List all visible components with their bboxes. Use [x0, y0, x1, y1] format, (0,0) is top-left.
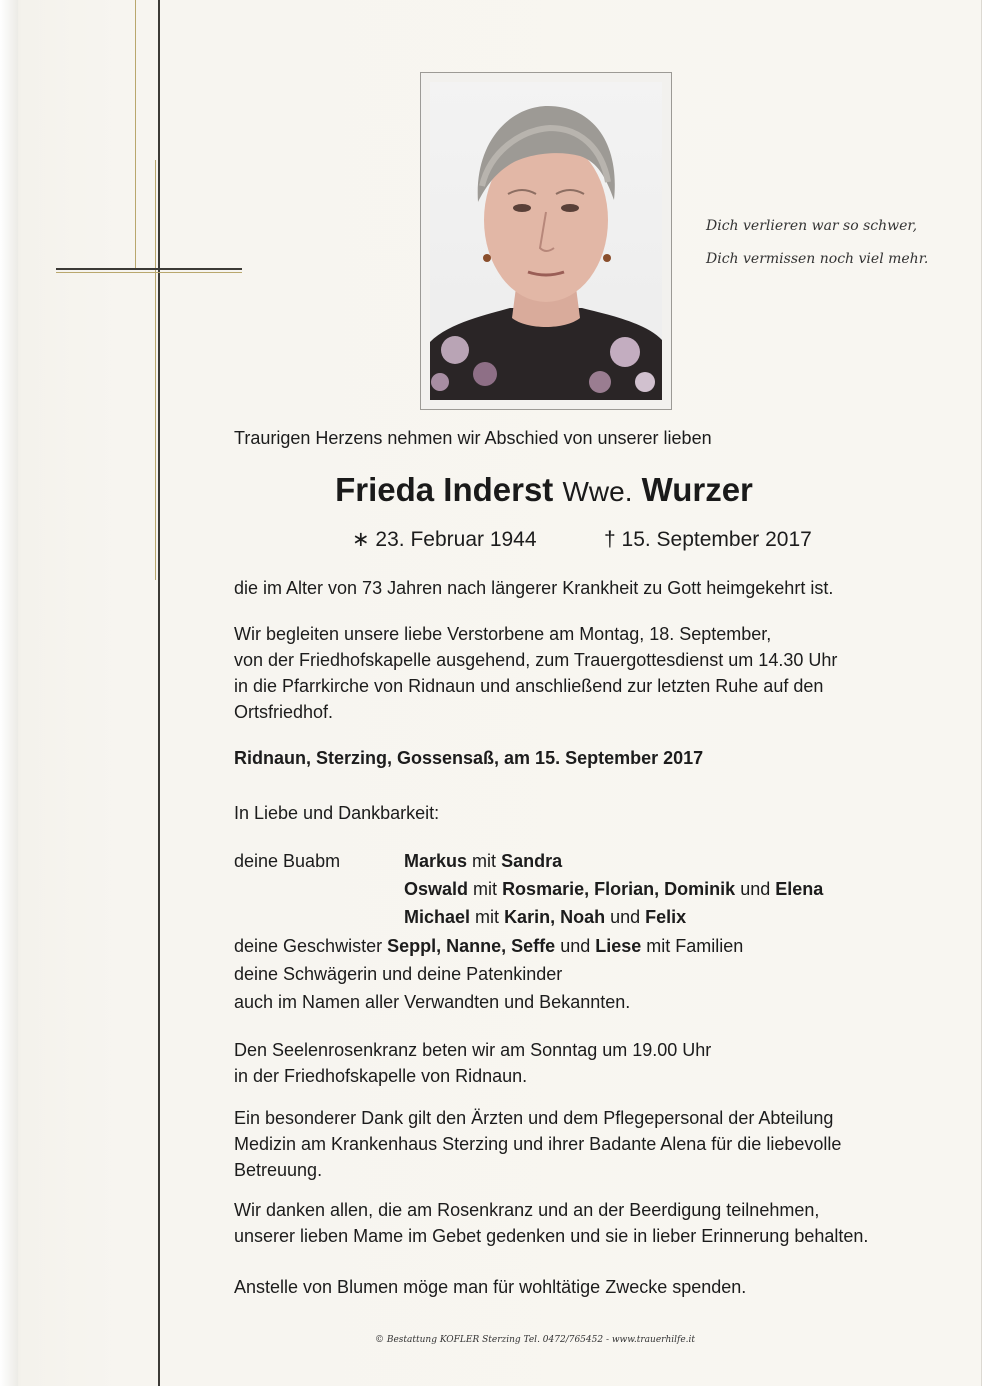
cross-vertical-line [158, 0, 160, 1386]
son-line-2 [404, 875, 823, 903]
sibling-3: Seffe [511, 936, 556, 956]
son1-mit: mit [472, 851, 497, 871]
name-first: Frieda Inderst [335, 471, 554, 508]
birth-date: ∗ 23. Februar 1944 [352, 528, 537, 551]
cross-thin-vertical-line-2 [155, 160, 156, 580]
son2-und: und [740, 879, 771, 899]
son2-partner: Rosmarie, [502, 879, 590, 899]
son2-mit: mit [473, 879, 498, 899]
son3-partner: Karin, [504, 907, 556, 927]
memorial-quote [706, 210, 966, 276]
cross-horizontal-line [56, 268, 242, 270]
funeral-line-4: Ortsfriedhof. [234, 702, 334, 722]
cross-thin-vertical-line [135, 0, 136, 270]
quote-line-2: Dich vermissen noch viel mehr. [706, 251, 929, 267]
siblings-und: und [560, 936, 591, 956]
sibling-4: Liese [595, 936, 642, 956]
thanks-line-1: Ein besonderer Dank gilt den Ärzten und dem Pflegepersonal der Abteilung [234, 1108, 834, 1128]
death-date: † 15. September 2017 [604, 528, 812, 551]
siblings-label: deine Geschwister [234, 936, 383, 956]
thanks-line-2: Medizin am Krankenhaus Sterzing und ihrer Badante Alena für die liebevolle [234, 1134, 842, 1154]
footer-credit: © Bestattung KOFLER Sterzing Tel. 0472/765452 - www.trauerhilfe.it [374, 1335, 696, 1345]
deceased-name [0, 470, 982, 512]
funeral-line-1: Wir begleiten unsere liebe Verstorbene am Montag, 18. September, [234, 624, 772, 644]
portrait-illustration [430, 82, 662, 400]
son-line-1 [404, 847, 562, 875]
son2-child2: Dominik [664, 879, 736, 899]
schwaegerin-line: deine Schwägerin und deine Patenkinder [234, 964, 563, 984]
thanks2-line-2: unserer lieben Mame im Gebet gedenken und sie in lieber Erinnerung behalten. [234, 1226, 869, 1246]
intro-text: Traurigen Herzens nehmen wir Abschied von unserer lieben [234, 428, 712, 448]
thanks2-paragraph [234, 1197, 868, 1249]
son3-child1: Noah [560, 907, 606, 927]
son3-child2: Felix [645, 907, 687, 927]
cross-thin-horizontal-line [56, 272, 242, 273]
card-edge [0, 0, 18, 1386]
rosary-line-1: Den Seelenrosenkranz beten wir am Sonntag um 19.00 Uhr [234, 1040, 712, 1060]
name-middle: Wwe. [562, 476, 633, 507]
place-date: Ridnaun, Sterzing, Gossensaß, am 15. September 2017 [234, 748, 704, 768]
flowers-text: Anstelle von Blumen möge man für wohltätige Zwecke spenden. [234, 1277, 747, 1297]
son1-name: Markus [404, 851, 468, 871]
rosary-paragraph [234, 1037, 711, 1089]
rosary-line-2: in der Friedhofskapelle von Ridnaun. [234, 1066, 528, 1086]
relatives-line: auch im Namen aller Verwandten und Bekannten. [234, 992, 631, 1012]
quote-line-1: Dich verlieren war so schwer, [706, 218, 918, 234]
portrait-frame [420, 72, 672, 410]
son3-name: Michael [404, 907, 471, 927]
thanks-line-3: Betreuung. [234, 1160, 323, 1180]
son3-mit: mit [475, 907, 500, 927]
funeral-line-2: von der Friedhofskapelle ausgehend, zum Trauergottesdienst um 14.30 Uhr [234, 650, 838, 670]
siblings-line [234, 932, 743, 960]
son2-child3: Elena [775, 879, 824, 899]
sons-label: deine Buabm [234, 851, 341, 871]
sibling-1: Seppl, [387, 936, 442, 956]
age-text: die im Alter von 73 Jahren nach längerer Krankheit zu Gott heimgekehrt ist. [234, 578, 834, 598]
siblings-rest: mit Familien [646, 936, 744, 956]
thanks2-line-1: Wir danken allen, die am Rosenkranz und an der Beerdigung teilnehmen, [234, 1200, 820, 1220]
name-last: Wurzer [641, 471, 753, 508]
son1-partner: Sandra [501, 851, 563, 871]
son2-name: Oswald [404, 879, 469, 899]
son-line-3 [404, 903, 686, 931]
son3-und: und [610, 907, 641, 927]
son2-child1: Florian, [594, 879, 660, 899]
sibling-2: Nanne, [446, 936, 507, 956]
funeral-line-3: in die Pfarrkirche von Ridnaun und anschließend zur letzten Ruhe auf den [234, 676, 824, 696]
love-text: In Liebe und Dankbarkeit: [234, 803, 440, 823]
funeral-paragraph [234, 621, 837, 725]
thanks-paragraph [234, 1105, 841, 1183]
portrait-photo [430, 82, 662, 400]
